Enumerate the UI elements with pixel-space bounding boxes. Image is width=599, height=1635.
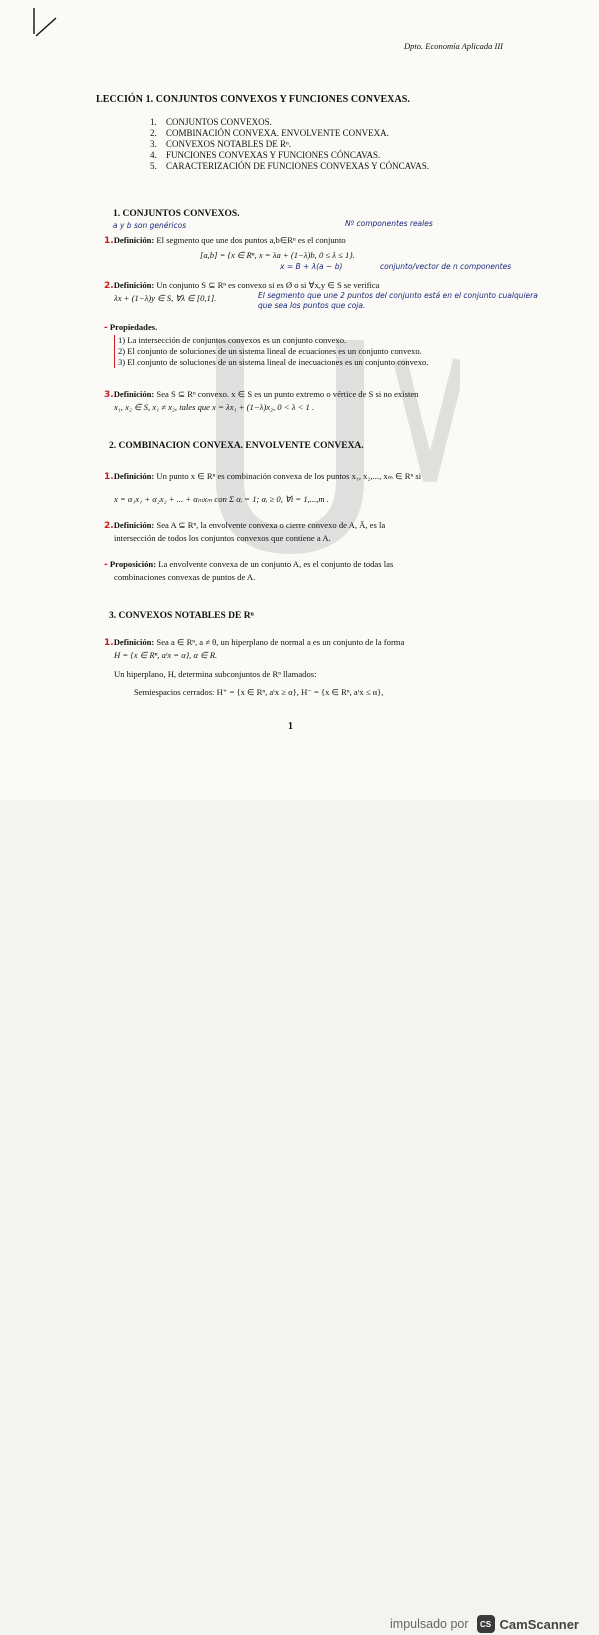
- segment-formula: [a,b] = {x ∈ Rⁿ, x = λa + (1−λ)b, 0 ≤ λ ≤ 1}.: [200, 250, 355, 260]
- extreme-point-formula: x₁, x₂ ∈ S, x₁ ≠ x₂, tales que x = λx₁ + (1−λ)x₂, 0 < λ < 1 .: [114, 402, 315, 412]
- handwritten-note: El segmento que une 2 puntos del conjunto está en el conjunto cualquiera que sea los puntos que coja.: [258, 291, 538, 310]
- handwritten-formula: x = B + λ(a − b): [280, 262, 343, 271]
- properties-list: [114, 335, 558, 368]
- toc-item: 3. CONVEXOS NOTABLES DE Rⁿ.: [150, 139, 292, 149]
- toc-item: 2. COMBINACIÓN CONVEXA. ENVOLVENTE CONVEXA.: [150, 128, 389, 138]
- scanned-page: [0, 0, 599, 800]
- property-item: 2) El conjunto de soluciones de un sistema lineal de ecuaciones es un conjunto convexo.: [118, 346, 422, 356]
- section-1-heading: 1. CONJUNTOS CONVEXOS.: [113, 209, 240, 219]
- definition-1-2: 2.Definición: Un conjunto S ⊆ Rⁿ es convexo si es Ø o si ∀x,y ∈ S se verifica: [104, 280, 380, 291]
- handwritten-note: a y b son genéricos: [113, 221, 187, 230]
- camscanner-watermark: [390, 1613, 579, 1635]
- page-number: 1: [288, 721, 293, 732]
- hyperplane-formula: H = {x ∈ Rⁿ, aᵗx = α}, α ∈ R.: [114, 650, 218, 660]
- definition-1-1: 1.Definición: El segmento que une dos puntos a,b∈Rⁿ es el conjunto: [104, 235, 346, 246]
- handwritten-note: conjunto/vector de n componentes: [380, 262, 512, 271]
- toc-item: 1. CONJUNTOS CONVEXOS.: [150, 117, 272, 127]
- lesson-title: LECCIÓN 1. CONJUNTOS CONVEXOS Y FUNCIONES CONVEXAS.: [96, 94, 410, 105]
- toc-item: 5. CARACTERIZACIÓN DE FUNCIONES CONVEXAS Y CÓNCAVAS.: [150, 161, 430, 171]
- camscanner-badge: [477, 1615, 579, 1633]
- definition-3-1: 1.Definición: Sea a ∈ Rⁿ, a ≠ θ, un hiperplano de normal a es un conjunto de la forma: [104, 637, 405, 648]
- camscanner-name: CamScanner: [499, 1616, 579, 1632]
- toc-item: 4. FUNCIONES CONVEXAS Y FUNCIONES CÓNCAVAS.: [150, 150, 381, 160]
- proposition-2: - Proposición: La envolvente convexa de un conjunto A, es el conjunto de todas las: [104, 559, 394, 570]
- section-3-heading: 3. CONVEXOS NOTABLES DE Rⁿ: [109, 611, 254, 621]
- properties-label: - Propiedades.: [104, 322, 158, 333]
- department-header: Dpto. Economía Aplicada III: [404, 41, 503, 51]
- handwritten-note: Nº componentes reales: [345, 219, 433, 228]
- proposition-2-cont: combinaciones convexas de puntos de A.: [114, 572, 256, 582]
- definition-2-2: 2.Definición: Sea A ⊆ Rⁿ, la envolvente convexa o cierre convexo de A, Ā, es la: [104, 520, 386, 531]
- pen-stroke-mark: [26, 8, 76, 38]
- half-spaces-text: Semiespacios cerrados: H⁺ = {x ∈ Rⁿ, aᵗx ≥ α}, H⁻ = {x ∈ Rⁿ, aᵗx ≤ α},: [134, 687, 384, 697]
- scanner-footer: [0, 800, 599, 1632]
- hyperplane-text: Un hiperplano, H, determina subconjuntos de Rⁿ llamados:: [114, 669, 317, 679]
- definition-1-3: 3.Definición: Sea S ⊆ Rⁿ convexo. x ∈ S es un punto extremo o vértice de S si no existen: [104, 389, 419, 400]
- powered-by-text: impulsado por: [390, 1617, 469, 1631]
- table-of-contents: [150, 117, 429, 172]
- property-item: 3) El conjunto de soluciones de un sistema lineal de inecuaciones es un conjunto convexo.: [118, 357, 429, 367]
- camscanner-logo-icon: CS: [477, 1615, 495, 1633]
- convex-combination-formula: x = α₁x₁ + α₂x₂ + ... + αₘxₘ con Σ αᵢ = 1; αᵢ ≥ 0, ∀i = 1,...,m .: [114, 494, 329, 504]
- section-2-heading: 2. COMBINACION CONVEXA. ENVOLVENTE CONVEXA.: [109, 441, 364, 451]
- definition-2-1: 1.Definición: Un punto x ∈ Rⁿ es combinación convexa de los puntos x₁, x₂,..., xₘ ∈ Rⁿ si: [104, 471, 422, 482]
- definition-2-2-cont: intersección de todos los conjuntos convexos que contiene a A.: [114, 533, 331, 543]
- property-item: 1) La intersección de conjuntos convexos es un conjunto convexo.: [118, 335, 347, 345]
- convexity-formula: λx + (1−λ)y ∈ S, ∀λ ∈ [0,1].: [114, 293, 217, 303]
